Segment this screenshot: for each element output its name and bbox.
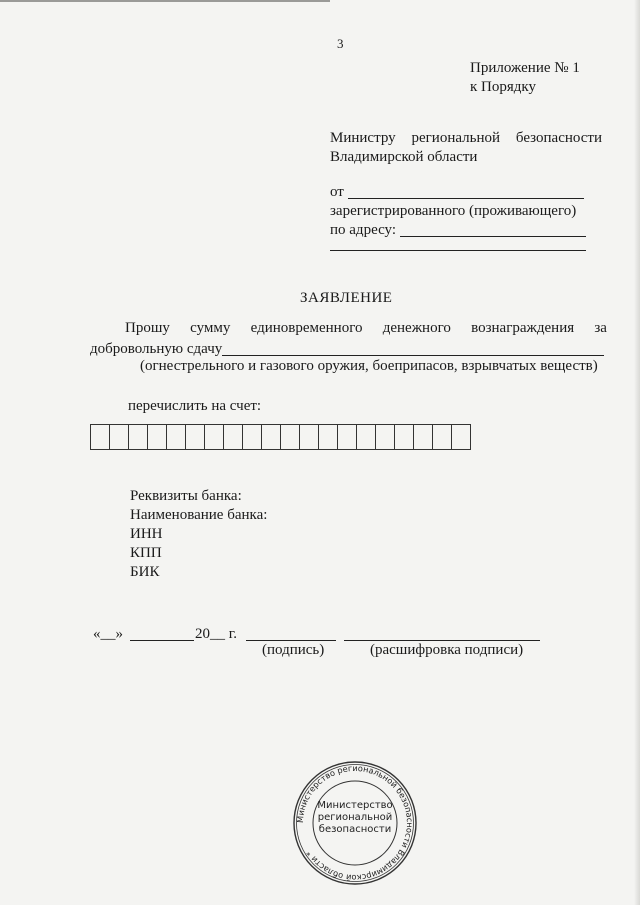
from-blank <box>348 198 584 199</box>
voluntary-surrender-label: добровольную сдачу <box>90 341 223 357</box>
bik-label: БИК <box>130 564 160 580</box>
date-year: 20__ г. <box>195 626 237 642</box>
address-blank <box>400 236 586 237</box>
account-digit-cell <box>357 425 376 449</box>
account-digit-cell <box>148 425 167 449</box>
bank-name-label: Наименование банка: <box>130 507 268 523</box>
document-title: ЗАЯВЛЕНИЕ <box>300 290 393 306</box>
stamp-center-line: Министерство <box>317 800 393 811</box>
account-digit-cell <box>167 425 186 449</box>
account-digit-cell <box>376 425 395 449</box>
account-digit-cell <box>186 425 205 449</box>
request-word: денежного <box>382 320 451 336</box>
addressee-word: безопасности <box>515 130 602 146</box>
signature-blank <box>246 640 336 641</box>
from-label: от <box>330 184 344 200</box>
addressee-line-1 <box>330 130 602 147</box>
account-label: перечислить на счет: <box>128 398 262 414</box>
scan-edge-shade <box>634 0 640 905</box>
kpp-label: КПП <box>130 545 162 561</box>
scan-top-rule <box>0 0 330 2</box>
stamp-center-text <box>315 800 395 836</box>
address-label: по адресу: <box>330 222 397 238</box>
appendix-line-1: Приложение № 1 <box>470 60 580 76</box>
account-digit-cell <box>300 425 319 449</box>
signature-decode-blank <box>344 640 540 641</box>
appendix-line-2: к Порядку <box>470 79 536 95</box>
date-month-blank <box>130 640 194 641</box>
account-digit-cell <box>262 425 281 449</box>
account-digit-cell <box>224 425 243 449</box>
request-word: вознаграждения <box>471 320 575 336</box>
account-digit-cell <box>110 425 129 449</box>
account-digit-cell <box>395 425 414 449</box>
address-blank-2 <box>330 250 586 251</box>
request-word: сумму <box>190 320 231 336</box>
request-line-1 <box>125 320 607 337</box>
addressee-word: Министру <box>330 130 396 146</box>
account-digit-cell <box>91 425 110 449</box>
stamp-center-line: безопасности <box>318 824 392 835</box>
addressee-line-2: Владимирской области <box>330 149 478 165</box>
stamp-ring-text: Министерство региональной безопасности Владимирской области * <box>294 762 416 884</box>
account-digit-cell <box>414 425 433 449</box>
account-number-grid <box>90 424 471 450</box>
account-digit-cell <box>243 425 262 449</box>
signature-decode-caption: (расшифровка подписи) <box>370 642 524 658</box>
request-word: Прошу <box>125 320 170 336</box>
account-digit-cell <box>281 425 300 449</box>
stamp-center-line: региональной <box>317 812 393 823</box>
request-word: за <box>594 320 607 336</box>
date-day: «__» <box>93 626 123 642</box>
surrender-hint: (огнестрельного и газового оружия, боеприпасов, взрывчатых веществ) <box>140 358 598 374</box>
account-digit-cell <box>433 425 452 449</box>
account-digit-cell <box>452 425 471 449</box>
page-number: 3 <box>337 36 344 51</box>
account-digit-cell <box>319 425 338 449</box>
request-word: единовременного <box>250 320 363 336</box>
account-digit-cell <box>205 425 224 449</box>
bank-details-label: Реквизиты банка: <box>130 488 242 504</box>
registered-label: зарегистрированного (проживающего) <box>330 203 577 219</box>
addressee-word: региональной <box>411 130 501 146</box>
account-digit-cell <box>129 425 148 449</box>
account-digit-cell <box>338 425 357 449</box>
inn-label: ИНН <box>130 526 163 542</box>
signature-caption: (подпись) <box>262 642 325 658</box>
surrender-blank <box>222 355 604 356</box>
